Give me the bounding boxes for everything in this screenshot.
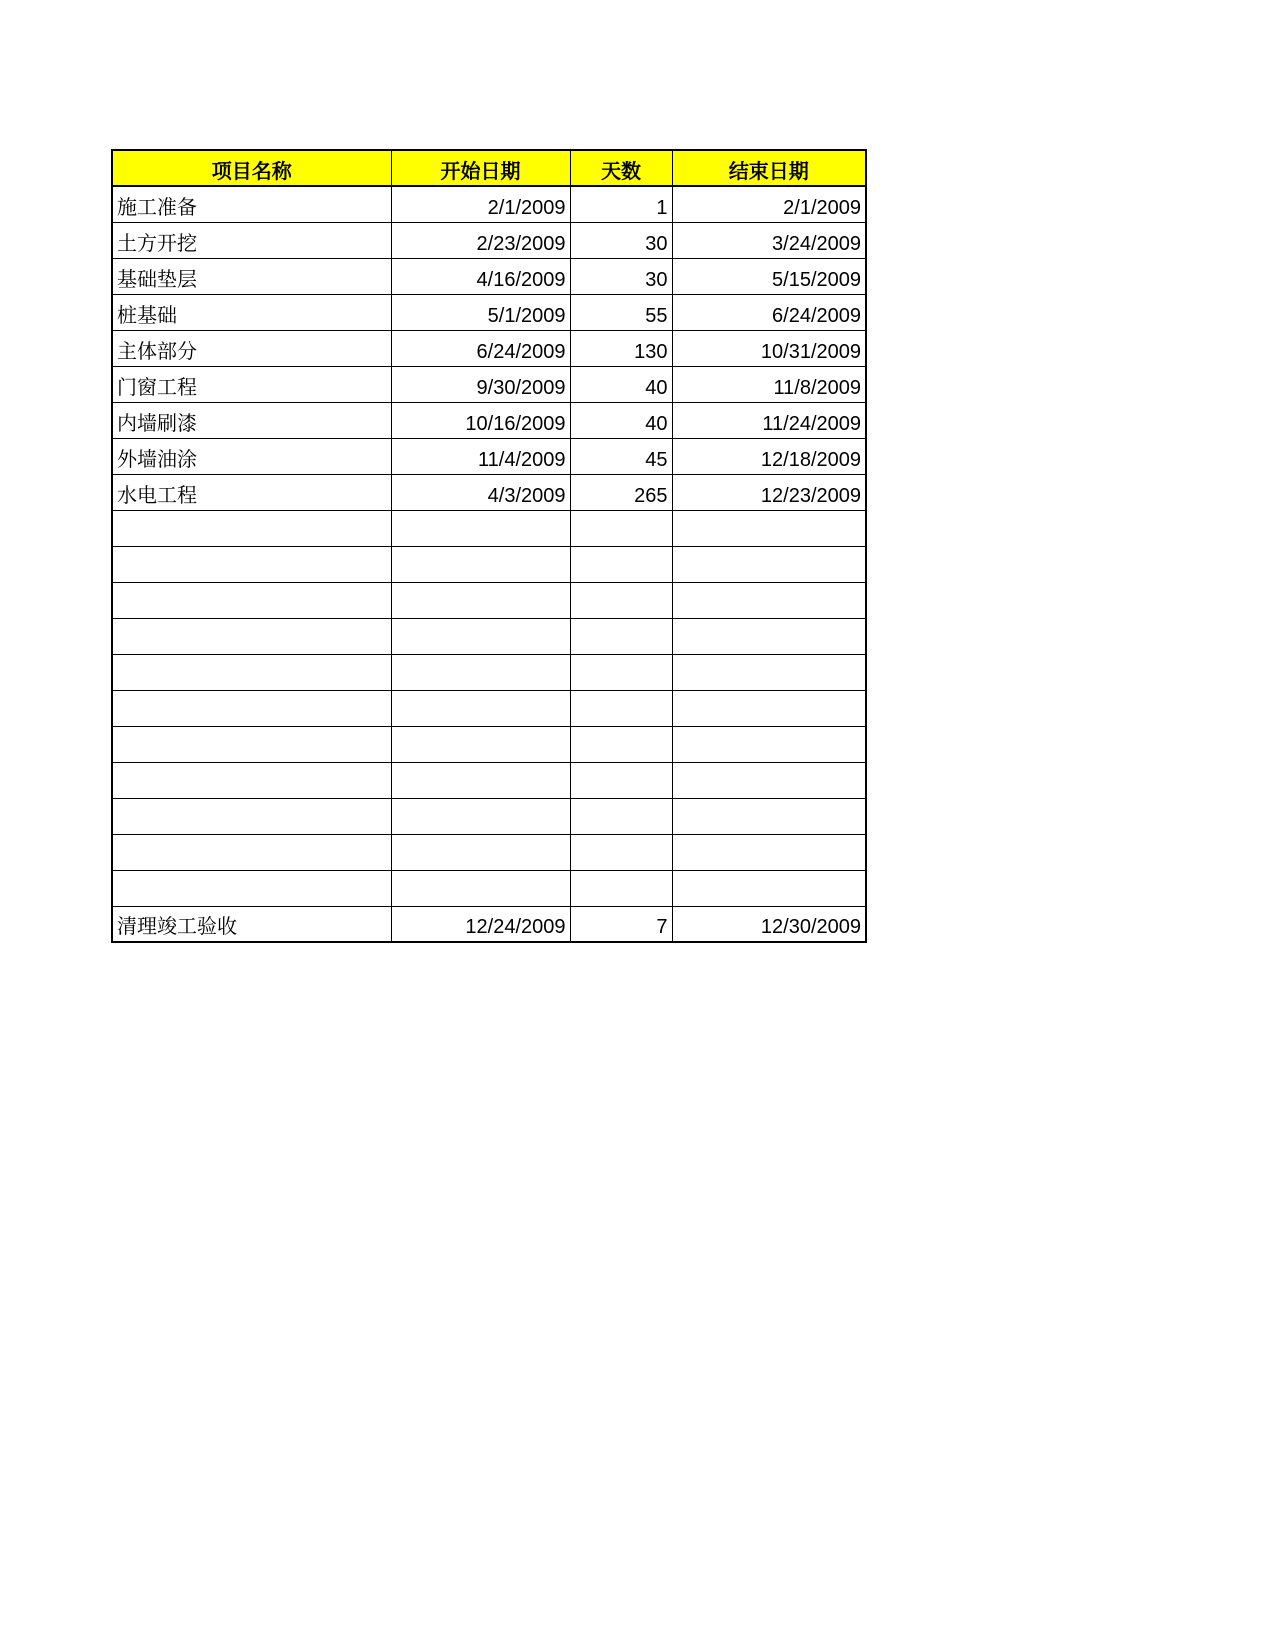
cell-project-name[interactable]	[112, 618, 391, 654]
cell-days[interactable]	[570, 690, 672, 726]
cell-end-date[interactable]	[672, 546, 866, 582]
cell-project-name[interactable]	[112, 834, 391, 870]
cell-project-name[interactable]	[112, 510, 391, 546]
cell-end-date[interactable]	[672, 798, 866, 834]
table-row	[112, 726, 866, 762]
cell-start-date[interactable]	[391, 870, 570, 906]
cell-start-date[interactable]: 11/4/2009	[391, 438, 570, 474]
cell-start-date[interactable]	[391, 546, 570, 582]
cell-start-date[interactable]: 5/1/2009	[391, 294, 570, 330]
cell-days[interactable]	[570, 654, 672, 690]
table-row	[112, 834, 866, 870]
cell-end-date[interactable]	[672, 870, 866, 906]
table-row	[112, 762, 866, 798]
cell-days[interactable]: 40	[570, 402, 672, 438]
table-row	[112, 654, 866, 690]
header-days[interactable]: 天数	[570, 150, 672, 186]
cell-days[interactable]	[570, 726, 672, 762]
cell-days[interactable]: 30	[570, 222, 672, 258]
cell-project-name[interactable]: 桩基础	[112, 294, 391, 330]
cell-days[interactable]: 55	[570, 294, 672, 330]
cell-project-name[interactable]	[112, 654, 391, 690]
cell-end-date[interactable]	[672, 582, 866, 618]
cell-project-name[interactable]	[112, 690, 391, 726]
cell-end-date[interactable]: 10/31/2009	[672, 330, 866, 366]
table-row	[112, 222, 866, 258]
cell-days[interactable]	[570, 798, 672, 834]
cell-start-date[interactable]	[391, 834, 570, 870]
cell-project-name[interactable]: 清理竣工验收	[112, 906, 391, 942]
cell-end-date[interactable]	[672, 654, 866, 690]
cell-end-date[interactable]: 12/23/2009	[672, 474, 866, 510]
cell-days[interactable]: 7	[570, 906, 672, 942]
cell-start-date[interactable]: 2/23/2009	[391, 222, 570, 258]
table-row	[112, 618, 866, 654]
cell-project-name[interactable]: 外墙油涂	[112, 438, 391, 474]
cell-start-date[interactable]	[391, 690, 570, 726]
schedule-table	[111, 149, 867, 943]
table-row	[112, 870, 866, 906]
table-row	[112, 438, 866, 474]
cell-days[interactable]	[570, 510, 672, 546]
cell-project-name[interactable]: 内墙刷漆	[112, 402, 391, 438]
header-start-date[interactable]: 开始日期	[391, 150, 570, 186]
table-row	[112, 798, 866, 834]
cell-end-date[interactable]: 12/18/2009	[672, 438, 866, 474]
cell-project-name[interactable]: 施工准备	[112, 186, 391, 222]
cell-end-date[interactable]: 12/30/2009	[672, 906, 866, 942]
cell-end-date[interactable]	[672, 618, 866, 654]
cell-start-date[interactable]: 6/24/2009	[391, 330, 570, 366]
table-row	[112, 330, 866, 366]
cell-start-date[interactable]: 10/16/2009	[391, 402, 570, 438]
cell-project-name[interactable]: 门窗工程	[112, 366, 391, 402]
cell-start-date[interactable]: 2/1/2009	[391, 186, 570, 222]
cell-end-date[interactable]	[672, 834, 866, 870]
table-row	[112, 402, 866, 438]
cell-project-name[interactable]	[112, 762, 391, 798]
cell-days[interactable]	[570, 546, 672, 582]
cell-project-name[interactable]: 主体部分	[112, 330, 391, 366]
cell-project-name[interactable]	[112, 546, 391, 582]
cell-end-date[interactable]: 3/24/2009	[672, 222, 866, 258]
cell-days[interactable]	[570, 582, 672, 618]
cell-start-date[interactable]: 4/3/2009	[391, 474, 570, 510]
cell-project-name[interactable]: 水电工程	[112, 474, 391, 510]
cell-start-date[interactable]	[391, 798, 570, 834]
header-row	[112, 150, 866, 186]
table-row	[112, 510, 866, 546]
cell-start-date[interactable]	[391, 510, 570, 546]
cell-start-date[interactable]: 9/30/2009	[391, 366, 570, 402]
cell-project-name[interactable]	[112, 582, 391, 618]
table-row	[112, 690, 866, 726]
cell-end-date[interactable]	[672, 690, 866, 726]
cell-end-date[interactable]: 6/24/2009	[672, 294, 866, 330]
cell-project-name[interactable]	[112, 726, 391, 762]
cell-days[interactable]: 265	[570, 474, 672, 510]
cell-project-name[interactable]: 基础垫层	[112, 258, 391, 294]
cell-end-date[interactable]: 5/15/2009	[672, 258, 866, 294]
cell-start-date[interactable]: 4/16/2009	[391, 258, 570, 294]
table-row	[112, 582, 866, 618]
cell-project-name[interactable]	[112, 870, 391, 906]
cell-days[interactable]: 40	[570, 366, 672, 402]
cell-days[interactable]	[570, 618, 672, 654]
cell-days[interactable]	[570, 834, 672, 870]
cell-end-date[interactable]	[672, 510, 866, 546]
cell-start-date[interactable]	[391, 582, 570, 618]
cell-days[interactable]: 30	[570, 258, 672, 294]
table-row	[112, 366, 866, 402]
table-row	[112, 186, 866, 222]
cell-end-date[interactable]: 11/8/2009	[672, 366, 866, 402]
table-row	[112, 258, 866, 294]
cell-start-date[interactable]: 12/24/2009	[391, 906, 570, 942]
cell-end-date[interactable]: 2/1/2009	[672, 186, 866, 222]
table-row	[112, 294, 866, 330]
cell-start-date[interactable]	[391, 726, 570, 762]
table-row	[112, 906, 866, 942]
cell-start-date[interactable]	[391, 654, 570, 690]
cell-days[interactable]	[570, 762, 672, 798]
header-project-name[interactable]: 项目名称	[112, 150, 391, 186]
cell-project-name[interactable]	[112, 798, 391, 834]
cell-end-date[interactable]	[672, 762, 866, 798]
cell-days[interactable]: 1	[570, 186, 672, 222]
cell-end-date[interactable]: 11/24/2009	[672, 402, 866, 438]
table-row	[112, 546, 866, 582]
header-end-date[interactable]: 结束日期	[672, 150, 866, 186]
cell-end-date[interactable]	[672, 726, 866, 762]
table-row	[112, 474, 866, 510]
cell-days[interactable]: 130	[570, 330, 672, 366]
cell-days[interactable]: 45	[570, 438, 672, 474]
cell-project-name[interactable]: 土方开挖	[112, 222, 391, 258]
cell-days[interactable]	[570, 870, 672, 906]
cell-start-date[interactable]	[391, 618, 570, 654]
cell-start-date[interactable]	[391, 762, 570, 798]
